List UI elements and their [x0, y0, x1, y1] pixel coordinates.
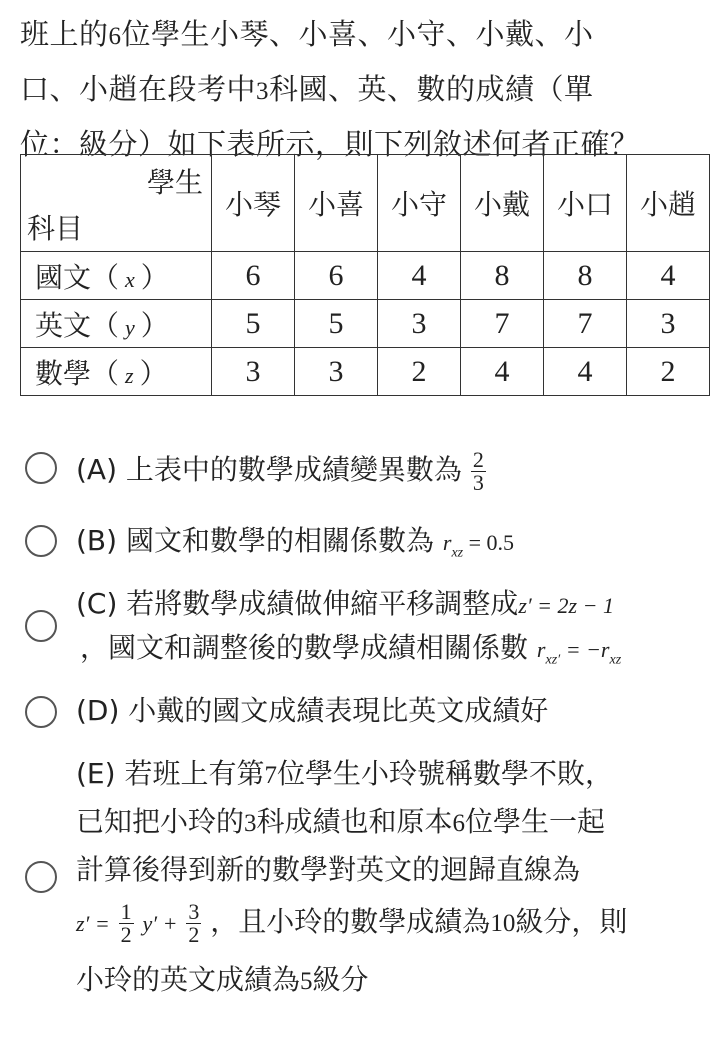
option-b-text: (B) 國文和數學的相關係數為 $r_{xz} = 0.5$: [76, 524, 515, 561]
score-cell: 4: [544, 348, 627, 396]
option-b[interactable]: [0, 515, 720, 571]
corner-subjects-label: 科目: [27, 212, 84, 245]
option-d-text: (D) 小戴的國文成績表現比英文成績好: [76, 694, 549, 727]
option-e[interactable]: [0, 748, 720, 1008]
option-e-line-1: (E) 若班上有第7位學生小玲號稱數學不敗，: [76, 757, 613, 790]
score-cell: 8: [461, 252, 544, 300]
fraction-three-halves: $\frac{3}{2}$: [188, 898, 200, 947]
fraction-one-half: $\frac{1}{2}$: [120, 898, 132, 947]
subject-label: 國文（ x ）: [21, 252, 212, 300]
score-cell: 7: [544, 300, 627, 348]
score-cell: 3: [378, 300, 461, 348]
student-header: 小喜: [295, 155, 378, 252]
student-header: 小戴: [461, 155, 544, 252]
score-cell: 6: [295, 252, 378, 300]
option-e-radio[interactable]: [25, 861, 57, 893]
score-cell: 6: [212, 252, 295, 300]
score-cell: 5: [212, 300, 295, 348]
student-header: 小琴: [212, 155, 295, 252]
option-c[interactable]: [0, 578, 720, 678]
score-cell: 5: [295, 300, 378, 348]
question-line-1: 班上的6位學生小琴、小喜、小守、小戴、小: [20, 17, 594, 51]
subject-label: 英文（ y ）: [21, 300, 212, 348]
option-e-line-4: z′ = $\frac{1}{2}$ y′ + $\frac{3}{2}$ ，且小玲的數學成績為10級分，則: [76, 898, 628, 947]
table-row: [21, 300, 710, 348]
score-cell: 4: [378, 252, 461, 300]
corner-students-label: 學生: [146, 166, 203, 199]
score-cell: 4: [627, 252, 710, 300]
option-a-radio[interactable]: [25, 452, 57, 484]
option-a[interactable]: [0, 440, 720, 500]
score-cell: 3: [295, 348, 378, 396]
option-d-radio[interactable]: [25, 696, 57, 728]
option-e-line-3: 計算後得到新的數學對英文的迴歸直線為: [76, 853, 581, 886]
option-d[interactable]: [0, 686, 720, 738]
question-line-3: 位：級分）如下表所示，則下列敘述何者正確？: [20, 127, 640, 161]
table-row: [21, 252, 710, 300]
option-b-radio[interactable]: [25, 525, 57, 557]
option-a-fraction: $\frac{2}{3}$: [472, 446, 484, 495]
student-header: 小守: [378, 155, 461, 252]
score-cell: 8: [544, 252, 627, 300]
score-cell: 3: [212, 348, 295, 396]
option-e-line-5: 小玲的英文成績為5級分: [76, 963, 369, 996]
score-cell: 2: [627, 348, 710, 396]
option-e-line-2: 已知把小玲的3科成績也和原本6位學生一起: [76, 805, 606, 838]
student-header: 小趙: [627, 155, 710, 252]
score-table: [20, 154, 710, 396]
option-c-line-2: ，國文和調整後的數學成績相關係數 $r_{xz'} = -r_{xz}$: [80, 631, 622, 668]
option-c-radio[interactable]: [25, 610, 57, 642]
student-header: 小口: [544, 155, 627, 252]
table-header-row: [21, 155, 710, 252]
table-row: [21, 348, 710, 396]
score-cell: 7: [461, 300, 544, 348]
table-corner-cell: [21, 155, 212, 252]
question-line-2: 口、小趙在段考中3科國、英、數的成績（單: [20, 72, 594, 106]
option-a-text: (A) 上表中的數學成績變異數為 $\frac{2}{3}$: [76, 446, 484, 495]
score-cell: 2: [378, 348, 461, 396]
question-text: [20, 8, 710, 171]
score-cell: 3: [627, 300, 710, 348]
score-cell: 4: [461, 348, 544, 396]
option-c-line-1: (C) 若將數學成績做伸縮平移調整成z′ = 2z − 1: [76, 587, 614, 620]
subject-label: 數學（ z ）: [21, 348, 212, 396]
